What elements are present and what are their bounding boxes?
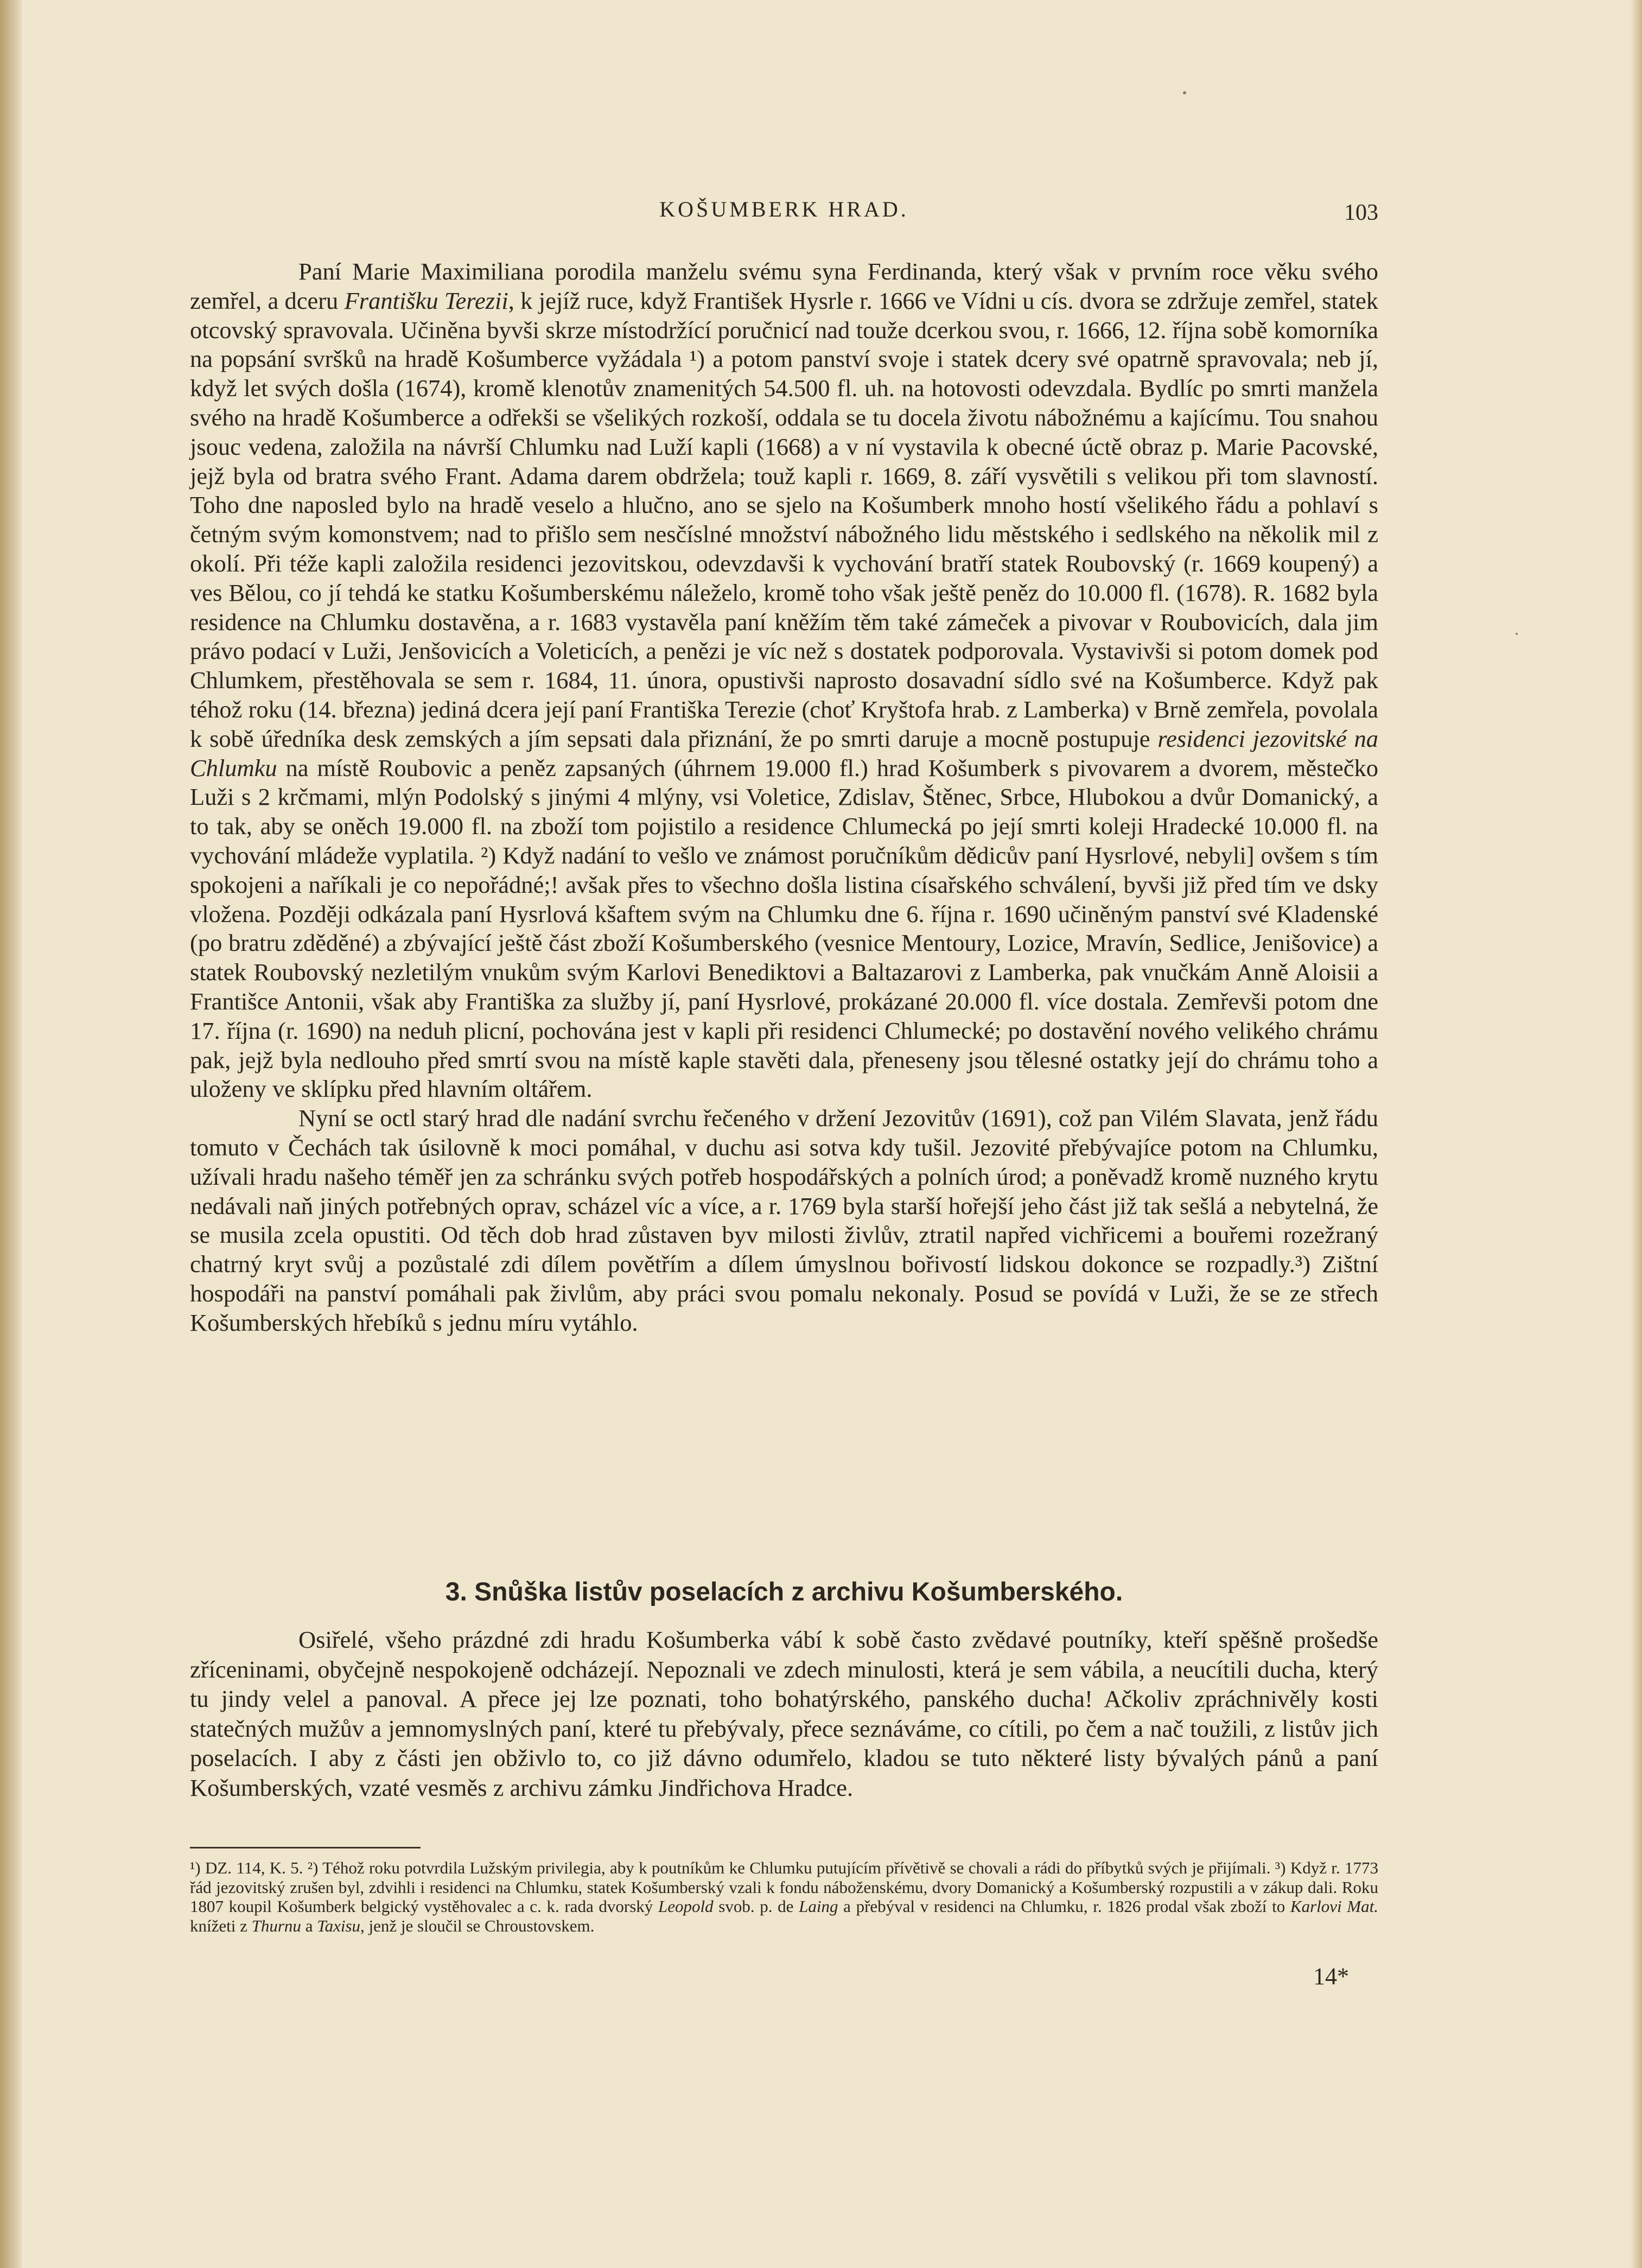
paragraph [190,257,1378,1104]
page-number: 103 [1344,200,1378,225]
italic-name: Laing [799,1897,838,1916]
italic-name: Leopold [658,1897,714,1916]
running-title: KOŠUMBERK HRAD. [659,197,909,221]
footnote-text [190,1858,1378,1935]
signature-mark: 14* [1313,1963,1349,1990]
text-run: , k jejíž ruce, když František Hysrle r. 1666 ve Vídni u cís. dvora se zdržuje zemřel, statek otcovský spravovala. Učiněna byvši skrze místodržící poručnicí nad touže dcerkou svou, r. 1666, 12. října sobě komorníka na popsání svršků na hradě Košumberce vyžádala ¹) a potom panství svoje i statek dcery své opatrně spravovala; neb jí, když let svých došla (1674), kromě klenotův znamenitých 54.500 fl. uh. na hotovosti odevzdala. Bydlíc po smrti manžela svého na hradě Košumberce a odřekši se všelikých rozkoší, oddala se tu docela životu nábožnému a kajícímu. Tou snahou jsouc vedena, založila na návrší Chlumku nad Luží kapli (1668) a v ní vystavila k obecné úctě obraz p. Marie Pacovské, jejž byla od bratra svého Frant. Adama darem obdržela; touž kapli r. 1669, 8. září vysvětili s velikou při tom slavností. Toho dne naposled bylo na hradě veselo a hlučno, ano se sjelo na Košumberk mnoho hostí všelikého řádu a pohlaví s četným svým komonstvem; nad to přišlo sem nesčíslné množství nábožného lidu městského i sedlského na několik mil z okolí. Při téže kapli založila residenci jezovitskou, odevzdavši k vychování bratří statek Roubovský (r. 1669 koupený) a ves Bělou, co jí tehdá ke statku Košumberskému náleželo, kromě toho však ještě peněz do 10.000 fl. (1678). R. 1682 byla residence na Chlumku dostavěna, a r. 1683 vystavěla paní kněžím těm také zámeček a pivovar v Roubovicích, dala jim právo podací v Luži, Jenšovicích a Voleticích, a penězi je víc než s dostatek podporovala. Vystavivši si potom domek pod Chlumkem, přestěhovala se sem r. 1684, 11. února, opustivši naprosto dosavadní sídlo své na Košumberce. Když pak téhož roku (14. března) jediná dcera její paní Františka Terezie (choť Kryštofa hrab. z Lamberka) v Brně zemřela, povolala k sobě úředníka desk zemských a jím sepsati dala přiznání, že po smrti daruje a mocně postupuje [190,287,1378,752]
paper-speck [1183,91,1186,94]
text-run: Nyní se octl starý hrad dle nadání svrchu řečeného v držení Jezovitův (1691), což pan Vilém Slavata, jenž řádu tomuto v Čechách tak úsilovně k moci pomáhal, v duchu asi sotva kdy tušil. Jezovité přebývajíce potom na Chlumku, užívali hradu našeho téměř jen za schránku svých potřeb hospodářských a polních úrod; a poněvadž kromě nuzného krytu nedávali naň jiných potřebných oprav, scházel víc a více, a r. 1769 byla starší hořejší jeho část již tak sešlá a nebytelná, že se musila zcela opustiti. Od těch dob hrad zůstaven byv milosti živlův, ztratil napřed vichřicemi a bouřemi rozežraný chatrný kryt svůj a pozůstalé zdi dílem povětřím a dílem úmyslnou bořivostí lidskou dokonce se rozpadly.³) Zištní hospodáři na panství pomáhali pak živlům, aby práci svou pomalu nekonaly. Posud se povídá v Luži, že se ze střech Košumberských hřebíků s jednu míru vytáhlo. [190,1104,1378,1336]
italic-name: Taxisu [317,1916,361,1935]
footnote-divider [190,1847,421,1848]
text-run: na místě Roubovic a peněz zapsaných (úhrnem 19.000 fl.) hrad Košumberk s pivovarem a dvorem, městečko Luži s 2 krčmami, mlýn Podolský s jinými 4 mlýny, vsi Voletice, Zdislav, Štěnec, Srbce, Hlubokou a dvůr Domanický, a to tak, aby se oněch 19.000 fl. na zboží tom pojistilo a residence Chlumecká po její smrti koleji Hradecké 10.000 fl. na vychování mládeže vyplatila. ²) Když nadání to vešlo ve známost poručníkům dědicův paní Hysrlové, nebyli] ovšem s tím spokojeni a naříkali je co nepořádné;! avšak přes to všechno došla listina císařského schválení, byvši již před tím ve dsky vložena. Později odkázala paní Hysrlová kšaftem svým na Chlumku dne 6. října r. 1690 učiněným panství své Kladenské (po bratru zděděné) a zbývající ještě část zboží Košumberského (vesnice Mentoury, Lozice, Mravín, Sedlice, Jenišovice) a statek Roubovský nezletilým vnukům svým Karlovi Benediktovi a Baltazarovi z Lamberka, pak vnučkám Anně Aloisii a Františce Antonii, však aby Františka za služby jí, paní Hysrlové, prokázané 20.000 fl. více dostala. Zemřevši potom dne 17. října (r. 1690) na neduh plicní, pochována jest v kapli při residenci Chlumecké; po dostavění nového velikého chrámu pak, jejž byla nedlouho před smrtí svou na místě kaple stavěti dala, přeneseny jsou tělesné ostatky její do chrámu toho a uloženy ve sklípku před hlavním oltářem. [190,754,1378,1103]
footnotes [190,1858,1378,1935]
section-heading: 3. Snůška listův poselacích z archivu Košumberského. [445,1578,1123,1606]
page-binding-edge [0,0,22,2268]
text-run: a přebýval v residenci na Chlumku, r. 1826 prodal však zboží to [838,1897,1290,1916]
paragraph [190,1104,1378,1337]
paragraph: Osiřelé, všeho prázdné zdi hradu Košumberka vábí k sobě často zvědavé poutníky, kteří spěšně prošedše zříceninami, obyčejně nespokojeně odcházejí. Nepoznali ve zdech minulosti, která je sem vábila, a neucítili ducha, který tu jindy velel a panoval. A přece jej lze poznati, toho bohatýrského, panského ducha! Ačkoliv zpráchnivěly kosti statečných mužův a jemnomyslných paní, které tu přebývaly, přece seznáváme, co cítili, po čem a nač toužili, z listův jich poselacích. I aby z části jen obživlo to, co již dávno odumřelo, kladou se tuto některé listy bývalých pánů a paní Košumberských, vzaté vesměs z archivu zámku Jindřichova Hradce. [190,1626,1378,1801]
main-text [190,257,1378,1337]
text-run: svob. p. de [713,1897,799,1916]
text-run: knížeti z [190,1916,252,1935]
italic-name: Františku Terezii [344,287,508,314]
text-run: ¹) DZ. 114, K. 5. ²) Téhož roku potvrdila Lužským privilegia, aby k poutníkům ke Chlumku putujícím přívětivě se chovali a rádi do příbytků svých je přijímali. ³) Když r. 1773 řád jezovitský zrušen byl, zdvihli i residenci na Chlumku, statek Košumberský vzali k fondu náboženskému, dvory Domanický a Košumberský rozpustili a v zákup dali. Roku 1807 koupil Košumberk belgický vystěhovalec a c. k. rada dvorský [190,1858,1378,1916]
italic-name: Karlovi Mat. [1290,1897,1378,1916]
italic-phrase: residenci jezovitské na Chlumku [190,725,1378,782]
paper-speck [1516,633,1518,635]
text-run: , jenž je sloučil se Chroustovskem. [360,1916,595,1935]
text-run: Paní Marie Maximiliana porodila manželu svému syna Ferdinanda, který však v prvním roce věku svého zemřel, a dceru [190,258,1378,314]
text-run: a [301,1916,317,1935]
section-text [190,1625,1378,1802]
italic-name: Thurnu [251,1916,301,1935]
running-header [190,196,1378,229]
page-outer-edge [1630,0,1642,2268]
